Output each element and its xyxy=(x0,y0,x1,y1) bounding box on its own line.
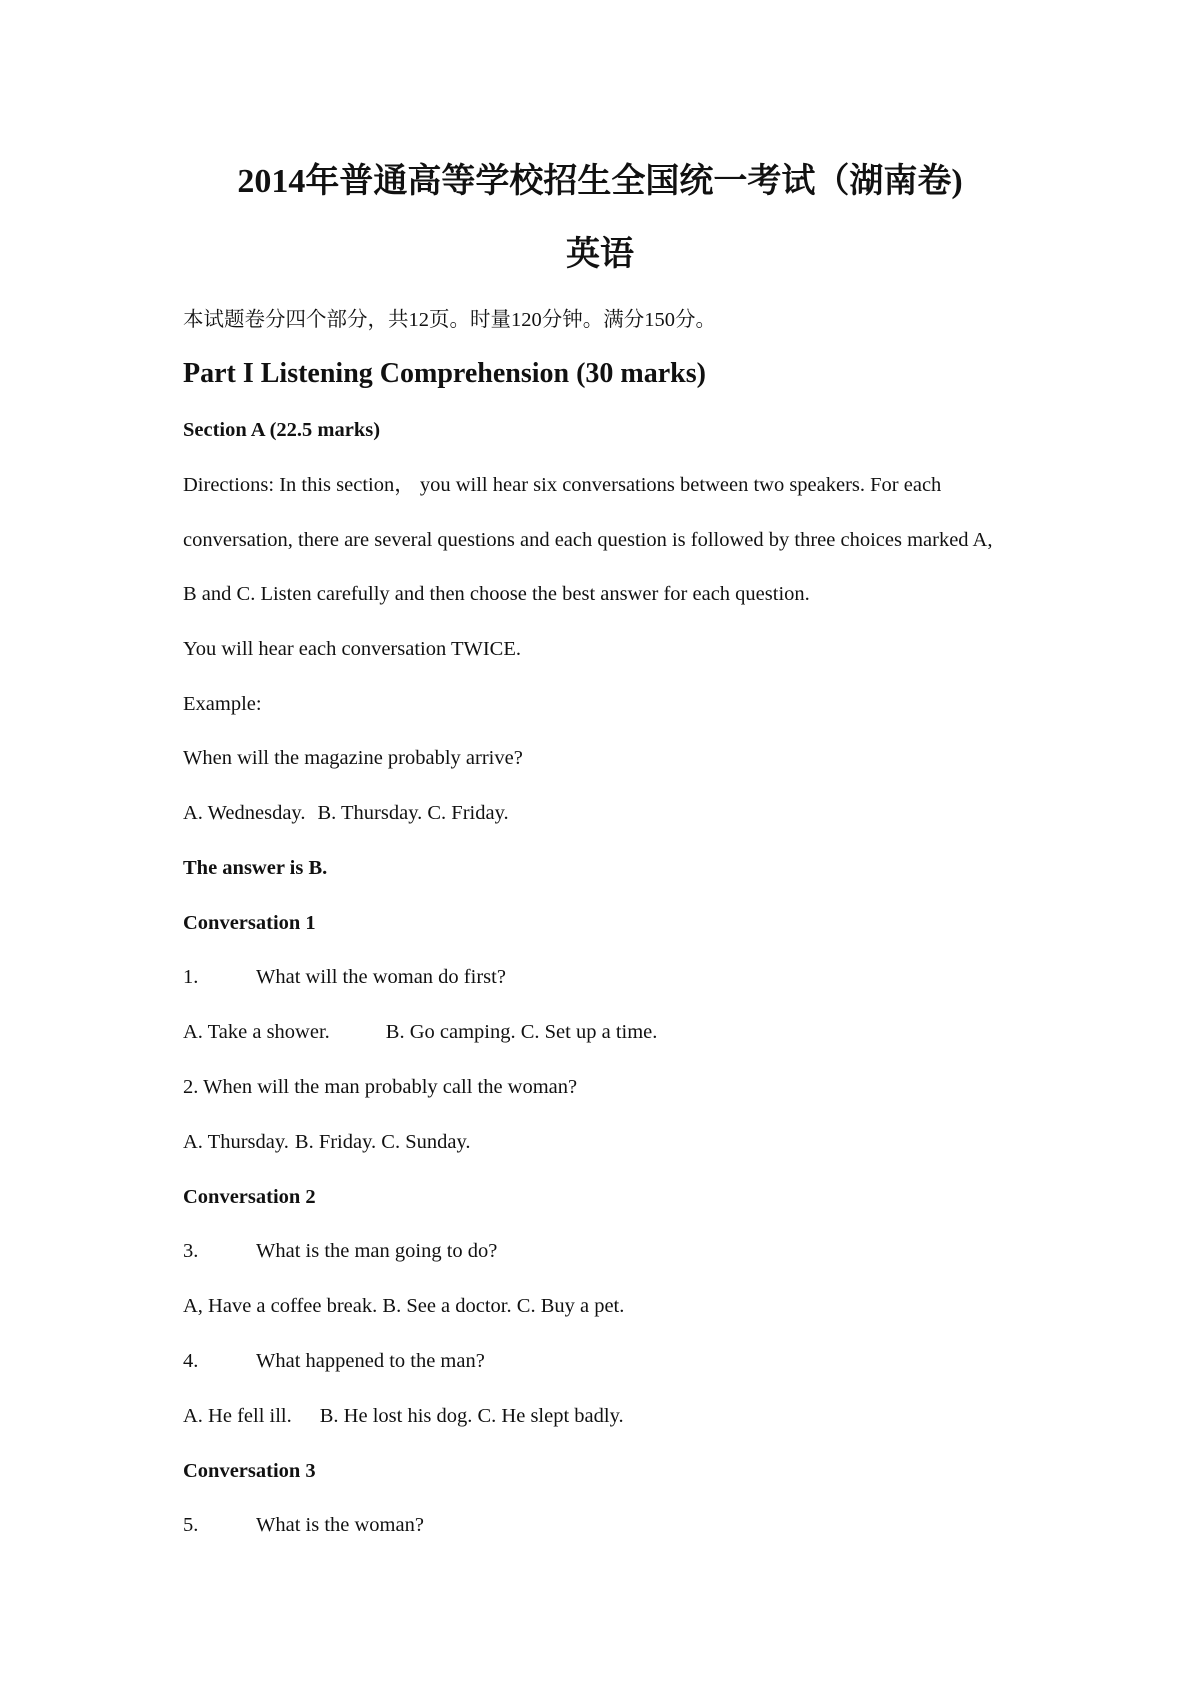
option-b: B. See a doctor. xyxy=(382,1295,512,1317)
example-options xyxy=(183,799,509,827)
option-b: B. Friday. xyxy=(294,1131,377,1153)
part1-heading: Part I Listening Comprehension (30 marks) xyxy=(183,358,706,389)
exam-intro: 本试题卷分四个部分，共12页。时量120分钟。满分150分。 xyxy=(183,309,716,331)
question-1-options xyxy=(183,1018,657,1046)
question-2: 2. When will the man probably call the woman? xyxy=(183,1076,578,1098)
question-2-options xyxy=(183,1128,471,1156)
question-number: 3. xyxy=(183,1240,199,1262)
question-text: What is the man going to do? xyxy=(256,1240,498,1262)
example-answer: The answer is B. xyxy=(183,857,328,879)
option-a: A. Wednesday. xyxy=(183,802,306,824)
conversation1-heading: Conversation 1 xyxy=(183,912,316,934)
question-5 xyxy=(183,1511,424,1539)
question-text: What happened to the man? xyxy=(256,1350,485,1372)
option-b: B. He lost his dog. xyxy=(319,1405,473,1427)
directions-line-3: B and C. Listen carefully and then choose the best answer for each question. xyxy=(183,583,810,605)
example-label: Example: xyxy=(183,693,262,715)
twice-note: You will hear each conversation TWICE. xyxy=(183,638,521,660)
question-1 xyxy=(183,963,506,991)
conversation2-heading: Conversation 2 xyxy=(183,1186,316,1208)
option-c: C. Buy a pet. xyxy=(516,1295,625,1317)
conversation3-heading: Conversation 3 xyxy=(183,1460,316,1482)
option-c: C. Set up a time. xyxy=(520,1021,658,1043)
option-c: C. He slept badly. xyxy=(477,1405,624,1427)
directions-line-1: Directions: In this section， you will hear six conversations between two speakers. For each xyxy=(183,474,942,496)
question-4-options xyxy=(183,1402,624,1430)
option-a: A. Take a shower. xyxy=(183,1021,330,1043)
option-a: A. He fell ill. xyxy=(183,1405,292,1427)
question-4 xyxy=(183,1347,485,1375)
question-number: 1. xyxy=(183,966,199,988)
directions-line-2: conversation, there are several questions and each question is followed by three choices marked A, xyxy=(183,529,993,551)
question-number: 4. xyxy=(183,1350,199,1372)
option-c: C. Friday. xyxy=(427,802,509,824)
question-text: What will the woman do first? xyxy=(256,966,506,988)
question-3-options xyxy=(183,1292,624,1320)
question-text: What is the woman? xyxy=(256,1514,424,1536)
sectionA-heading: Section A (22.5 marks) xyxy=(183,419,381,441)
option-a: A. Thursday. xyxy=(183,1131,289,1153)
question-number: 5. xyxy=(183,1514,199,1536)
exam-title: 2014年普通高等学校招生全国统一考试（湖南卷) xyxy=(237,163,963,200)
option-b: B. Go camping. xyxy=(385,1021,516,1043)
option-b: B. Thursday. xyxy=(317,802,423,824)
subject-title: 英语 xyxy=(566,236,634,273)
option-a: A, Have a coffee break. xyxy=(183,1295,378,1317)
question-3 xyxy=(183,1237,497,1265)
option-c: C. Sunday. xyxy=(381,1131,471,1153)
example-question: When will the magazine probably arrive? xyxy=(183,747,523,769)
